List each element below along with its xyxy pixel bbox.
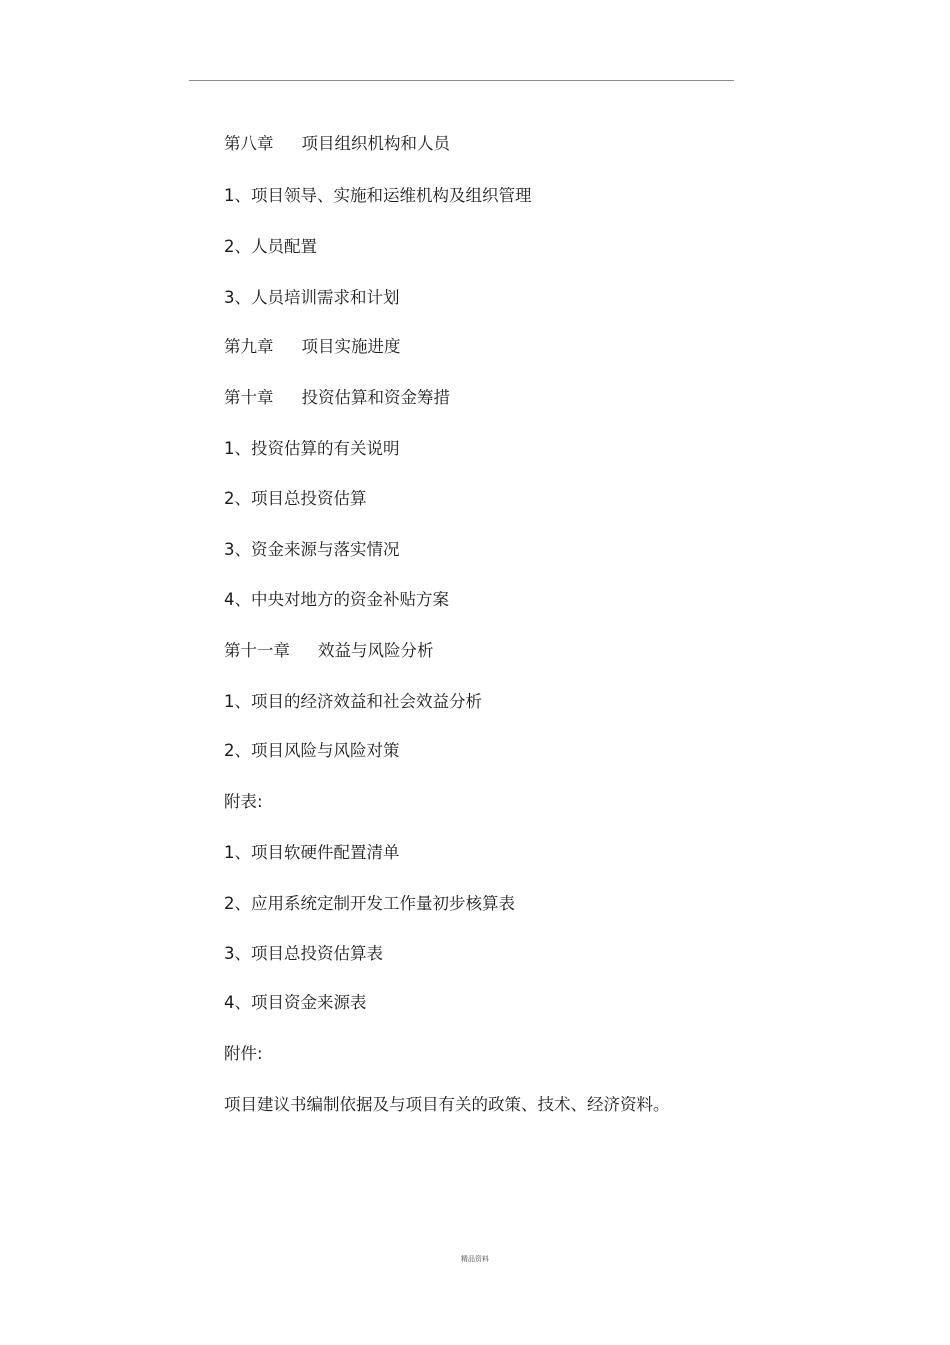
toc-item: 3、资金来源与落实情况: [224, 540, 400, 559]
toc-item: 3、项目总投资估算表: [224, 944, 383, 963]
chapter-number: 第十章: [224, 388, 274, 407]
chapter-number: 第十一章: [224, 641, 290, 660]
toc-item: 3、人员培训需求和计划: [224, 288, 400, 307]
chapter-title: 项目实施进度: [301, 337, 401, 356]
toc-item: 项目建议书编制依据及与项目有关的政策、技术、经济资料。: [224, 1095, 670, 1114]
chapter-heading: [224, 133, 450, 155]
toc-item: 4、中央对地方的资金补贴方案: [224, 590, 449, 609]
toc-item: 1、项目领导、实施和运维机构及组织管理: [224, 186, 532, 205]
toc-item: 2、人员配置: [224, 237, 317, 256]
chapter-number: 第八章: [224, 134, 274, 153]
toc-item: 2、应用系统定制开发工作量初步核算表: [224, 894, 515, 913]
chapter-heading: [224, 387, 450, 409]
appendix-attachments-label: 附件:: [224, 1044, 263, 1063]
chapter-number: 第九章: [224, 337, 274, 356]
chapter-heading: [224, 640, 434, 662]
toc-item: 1、项目的经济效益和社会效益分析: [224, 692, 482, 711]
chapter-title: 项目组织机构和人员: [301, 134, 450, 153]
page-footer: 精品资料: [461, 1255, 489, 1263]
toc-item: 2、项目总投资估算: [224, 489, 367, 508]
chapter-title: 投资估算和资金筹措: [301, 388, 450, 407]
toc-item: 1、投资估算的有关说明: [224, 439, 400, 458]
chapter-title: 效益与风险分析: [318, 641, 434, 660]
header-rule: [189, 80, 734, 81]
toc-item: 4、项目资金来源表: [224, 993, 367, 1012]
chapter-heading: [224, 336, 401, 358]
appendix-tables-label: 附表:: [224, 792, 263, 811]
toc-item: 2、项目风险与风险对策: [224, 741, 400, 760]
toc-item: 1、项目软硬件配置清单: [224, 843, 400, 862]
